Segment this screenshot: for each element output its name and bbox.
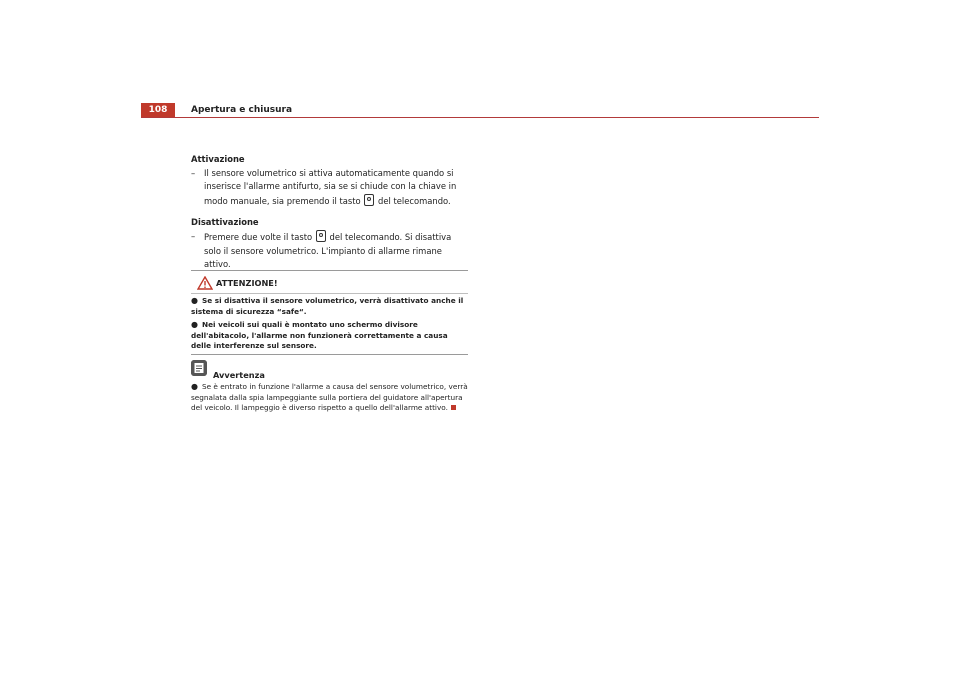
bullet-marker: ● xyxy=(191,296,198,305)
note-title: Avvertenza xyxy=(213,370,265,380)
warning-item xyxy=(191,320,468,352)
deactivation-heading: Disattivazione xyxy=(191,217,259,228)
warning-title: ATTENZIONE! xyxy=(216,278,278,288)
dash-marker: – xyxy=(191,230,196,241)
dash-marker: – xyxy=(191,167,196,178)
section-title: Apertura e chiusura xyxy=(191,105,293,115)
lock-key-icon xyxy=(316,230,326,242)
bullet-marker: ● xyxy=(191,382,198,391)
warning-triangle-icon xyxy=(197,276,213,290)
deactivation-step xyxy=(191,230,469,272)
main-content xyxy=(191,153,469,280)
warning-item xyxy=(191,296,468,317)
activation-step xyxy=(191,167,469,209)
deactivation-text-before: Premere due volte il tasto xyxy=(204,231,313,242)
note-icon xyxy=(191,360,207,376)
activation-heading: Attivazione xyxy=(191,154,245,164)
note-body: Se è entrato in funzione l'allarme a causa del sensore volumetrico, verrà segnalata dalla spia lampeggiante sulla portiera del guidatore all'apertura del veicolo. Il lampeggio è diverso rispetto a quello dell'allarme attivo. xyxy=(191,382,468,413)
note-text xyxy=(191,382,469,414)
lock-key-icon xyxy=(364,194,374,206)
header-rule xyxy=(141,117,819,118)
activation-text-before: Il sensore volumetrico si attiva automaticamente quando si inserisce l'allarme antifurto, sia se si chiude con la chiave in modo manuale, sia premendo il tasto xyxy=(204,167,457,206)
page-number: 108 xyxy=(141,103,175,118)
activation-text-after: del telecomando. xyxy=(378,195,451,206)
warning-header xyxy=(191,271,468,294)
deactivation-text-after: del telecomando. Si disattiva solo il sensore volumetrico. L'impianto di allarme rimane attivo. xyxy=(204,231,452,270)
warning-item-text: Se si disattiva il sensore volumetrico, verrà disattivato anche il sistema di sicurezza “safe“. xyxy=(191,296,464,316)
warning-box xyxy=(191,270,468,355)
warning-item-text: Nei veicoli sui quali è montato uno schermo divisore dell'abitacolo, l'allarme non funzionerà correttamente a causa delle interferenze sul sensore. xyxy=(191,320,448,350)
bullet-marker: ● xyxy=(191,320,198,329)
end-of-section-marker xyxy=(451,405,456,410)
